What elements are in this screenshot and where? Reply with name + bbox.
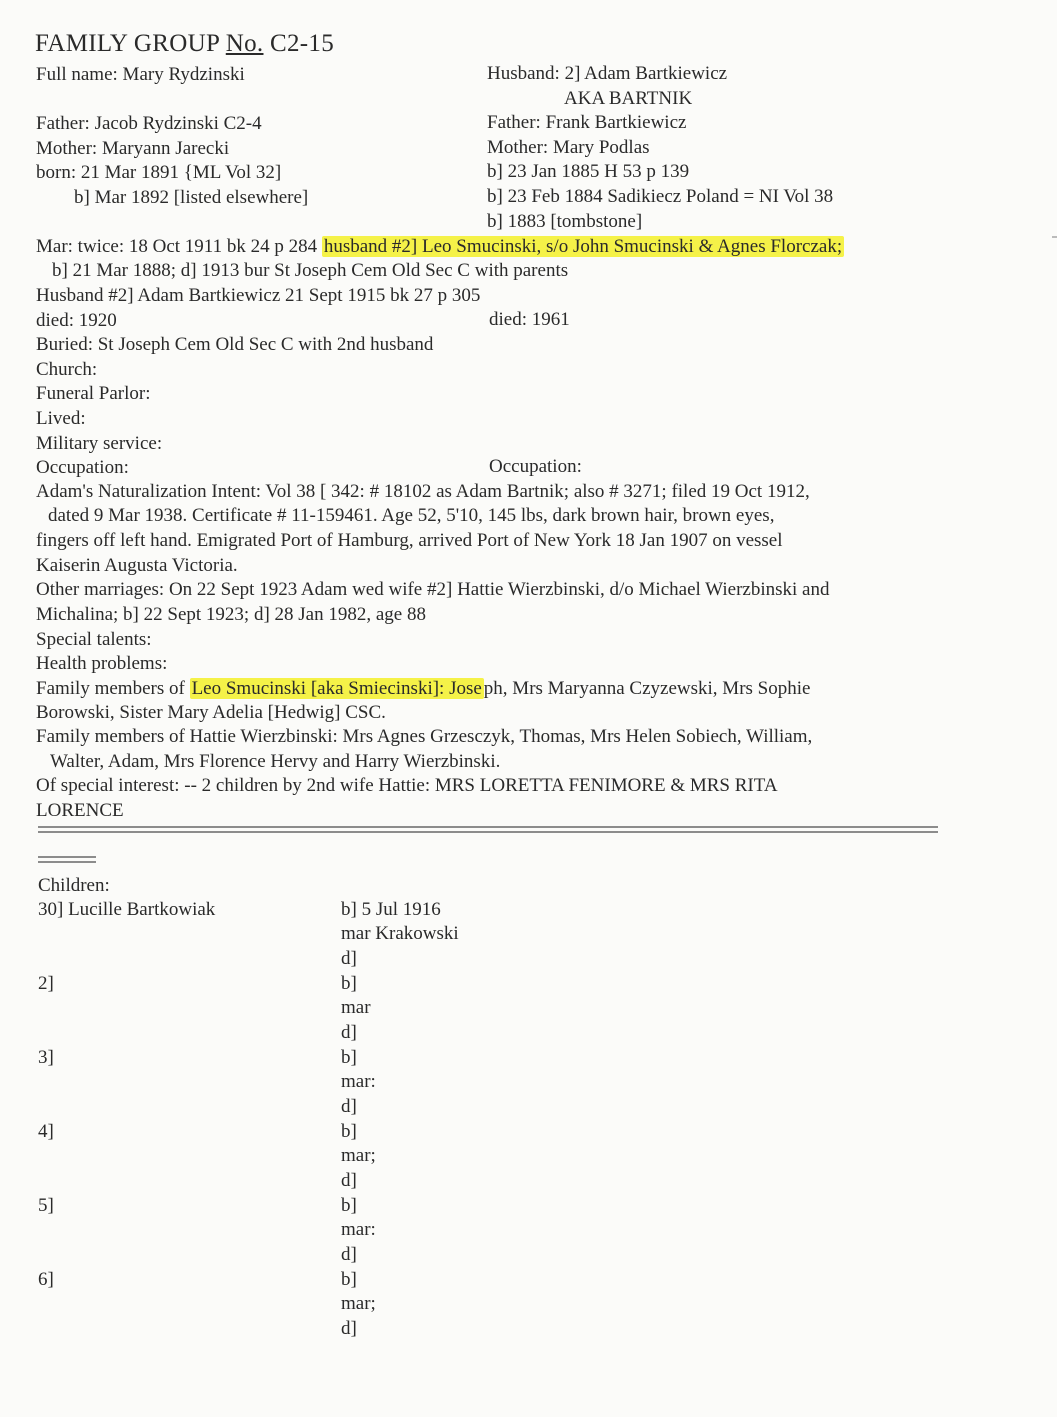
lived: Lived: [36,408,86,429]
child-6-died: d] [341,1318,357,1339]
husband-aka: AKA BARTNIK [564,88,693,109]
child-5-died: d] [341,1244,357,1265]
marriage-line-3: Husband #2] Adam Bartkiewicz 21 Sept 1915 bk 27 p 305 [36,285,481,306]
family-leo-line-1 [36,677,810,701]
child-3-died: d] [341,1096,357,1117]
child-2-name: 2] [38,973,54,994]
husband-mother: Mother: Mary Podlas [487,137,650,158]
died: died: 1920 [36,310,117,331]
children-label: Children: [38,875,110,896]
divider-rule [38,826,938,833]
father: Father: Jacob Rydzinski C2-4 [36,113,262,134]
marriage-line-1-text: Mar: twice: 18 Oct 1911 bk 24 p 284 [36,236,322,257]
family-leo-line-2: Borowski, Sister Mary Adelia [Hedwig] CSC. [36,702,386,723]
child-2-born: b] [341,973,357,994]
child-6-name: 6] [38,1269,54,1290]
child-3-married: mar: [341,1071,376,1092]
other-marriages-line-2: Michalina; b] 22 Sept 1923; d] 28 Jan 1982, age 88 [36,604,426,625]
husband: Husband: 2] Adam Bartkiewicz [487,63,728,84]
husband-born-3: b] 1883 [tombstone] [487,211,643,232]
child-3-name: 3] [38,1047,54,1068]
husband-father: Father: Frank Bartkiewicz [487,112,687,133]
child-4-born: b] [341,1121,357,1142]
title-no: No. [225,30,264,57]
military-service: Military service: [36,433,163,454]
child-4-died: d] [341,1170,357,1191]
full-name: Full name: Mary Rydzinski [36,64,245,85]
special-talents: Special talents: [36,629,152,650]
buried: Buried: St Joseph Cem Old Sec C with 2nd husband [36,334,434,355]
child-4-married: mar; [341,1145,376,1166]
marriage-line-2: b] 21 Mar 1888; d] 1913 bur St Joseph Cem Old Sec C with parents [52,260,569,281]
child-5-married: mar: [341,1219,376,1240]
child-1-born: b] 5 Jul 1916 [341,899,441,920]
child-1-married: mar Krakowski [341,923,459,944]
special-interest-line-1: Of special interest: -- 2 children by 2nd wife Hattie: MRS LORETTA FENIMORE & MRS RITA [36,775,778,796]
child-1-died: d] [341,948,357,969]
church: Church: [36,359,98,380]
naturalization-line-4: Kaiserin Augusta Victoria. [36,555,238,576]
health-problems: Health problems: [36,653,168,674]
family-leo-text: Family members of [36,678,190,699]
child-5-name: 5] [38,1195,54,1216]
other-marriages-line-1: Other marriages: On 22 Sept 1923 Adam wed wife #2] Hattie Wierzbinski, d/o Michael Wierzbinski and [36,579,830,600]
marriage-line-1 [36,235,844,259]
husband-born-1: b] 23 Jan 1885 H 53 p 139 [487,161,690,182]
child-6-born: b] [341,1269,357,1290]
title-id: C2-15 [263,30,335,57]
divider-rule-end [38,856,96,863]
child-6-married: mar; [341,1293,376,1314]
mother: Mother: Maryann Jarecki [36,138,230,159]
child-2-died: d] [341,1022,357,1043]
husband-born-2: b] 23 Feb 1884 Sadikiecz Poland = NI Vol 38 [487,186,834,207]
husband-occupation: Occupation: [489,456,582,477]
born: born: 21 Mar 1891 {ML Vol 32] [36,162,282,183]
title-prefix: FAMILY GROUP [35,30,226,57]
naturalization-line-3: fingers off left hand. Emigrated Port of Hamburg, arrived Port of New York 18 Jan 1907 on vessel [36,530,783,551]
page-title [35,29,334,59]
occupation: Occupation: [36,457,129,478]
family-leo-rest: ph, Mrs Maryanna Czyzewski, Mrs Sophie [483,678,811,699]
special-interest-line-2: LORENCE [36,800,124,821]
child-5-born: b] [341,1195,357,1216]
naturalization-line-1: Adam's Naturalization Intent: Vol 38 [ 342: # 18102 as Adam Bartnik; also # 3271; filed 19 Oct 1912, [36,481,810,502]
funeral-parlor: Funeral Parlor: [36,383,151,404]
child-2-married: mar [341,997,371,1018]
child-1-name: 30] Lucille Bartkowiak [38,899,216,920]
husband-died: died: 1961 [489,309,570,330]
child-4-name: 4] [38,1121,54,1142]
child-3-born: b] [341,1047,357,1068]
marriage-line-1-highlight: husband #2] Leo Smucinski, s/o John Smucinski & Agnes Florczak; [323,236,843,257]
family-leo-highlight: Leo Smucinski [aka Smiecinski]: Jose [191,678,482,699]
scan-mark [1052,236,1057,238]
family-hattie-line-2: Walter, Adam, Mrs Florence Hervy and Harry Wierzbinski. [50,751,501,772]
born-alt: b] Mar 1892 [listed elsewhere] [74,187,309,208]
naturalization-line-2: dated 9 Mar 1938. Certificate # 11-159461. Age 52, 5'10, 145 lbs, dark brown hair, brown eyes, [48,505,775,526]
family-hattie-line-1: Family members of Hattie Wierzbinski: Mrs Agnes Grzesczyk, Thomas, Mrs Helen Sobiech, William, [36,726,813,747]
